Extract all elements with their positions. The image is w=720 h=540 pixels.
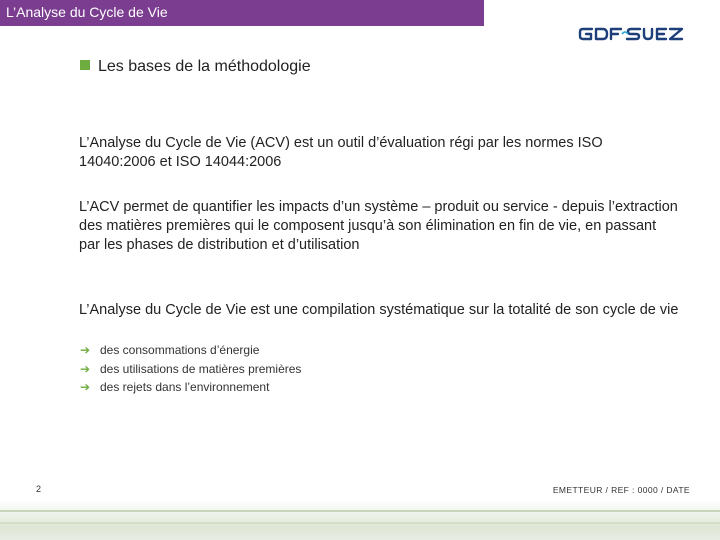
square-bullet-icon bbox=[80, 60, 90, 70]
footer-stripe bbox=[0, 522, 720, 524]
page-number: 2 bbox=[36, 484, 42, 494]
list-item-text: des rejets dans l’environnement bbox=[100, 380, 270, 394]
list-item-text: des utilisations de matières premières bbox=[100, 361, 302, 376]
list-item bbox=[80, 341, 301, 360]
list-item bbox=[80, 378, 301, 397]
slide-title: L’Analyse du Cycle de Vie bbox=[6, 4, 168, 20]
footer-reference: EMETTEUR / REF : 0000 / DATE bbox=[552, 485, 690, 495]
arrow-right-icon: ➔ bbox=[80, 343, 91, 357]
arrow-right-icon: ➔ bbox=[80, 380, 91, 394]
slide-title-bar bbox=[0, 0, 484, 26]
section-heading-text: Les bases de la méthodologie bbox=[98, 58, 311, 75]
footer-stripe bbox=[0, 510, 720, 512]
arrow-right-icon: ➔ bbox=[80, 361, 91, 376]
gdf-suez-logo bbox=[578, 25, 694, 43]
sub-bullet-list bbox=[80, 341, 301, 397]
list-item-text: des consommations d’énergie bbox=[100, 343, 260, 357]
list-item bbox=[80, 360, 301, 379]
paragraph-acv-definition: L’Analyse du Cycle de Vie (ACV) est un outil d’évaluation régi par les normes ISO 14040:2006 et ISO 14044:2006 bbox=[79, 135, 603, 170]
section-heading bbox=[80, 58, 311, 76]
footer-band bbox=[0, 500, 720, 540]
paragraph-acv-compilation: L’Analyse du Cycle de Vie est une compilation systématique sur la totalité de son cycle de vie bbox=[79, 302, 679, 318]
paragraph-acv-scope: L’ACV permet de quantifier les impacts d’un système – produit ou service - depuis l’extraction des matières premières qui le composent jusqu’à son élimination en fin de vie, en passant par les phases de distribution et d’utilisation bbox=[79, 199, 678, 253]
